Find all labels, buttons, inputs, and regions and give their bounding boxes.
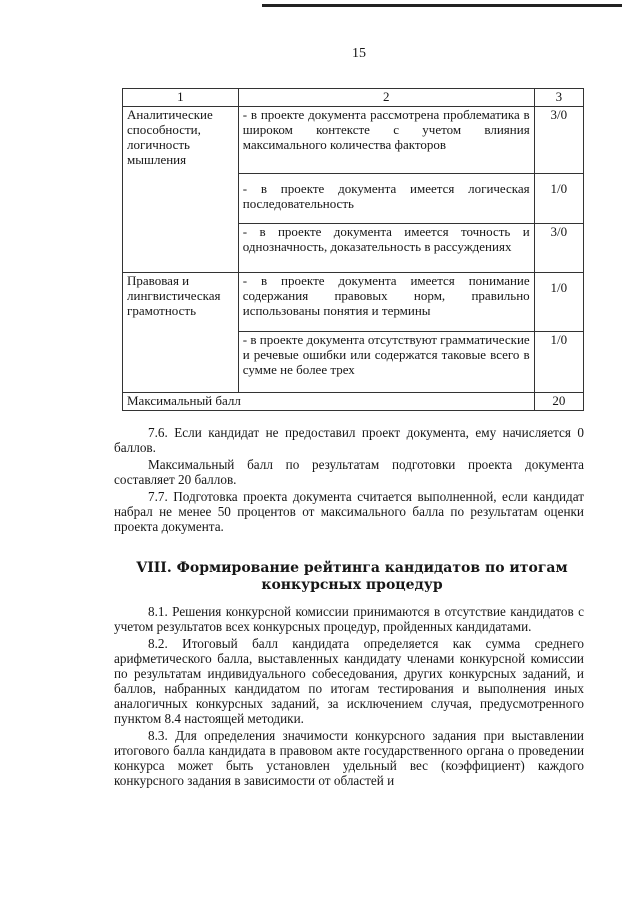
description-cell: - в проекте документа имеется точность и однозначность, доказательность в рассуждениях [238, 223, 534, 272]
table-header-row [123, 89, 584, 107]
criteria-table [122, 88, 584, 411]
description-cell: - в проекте документа имеется понимание содержания правовых норм, правильно использованы понятия и термины [238, 272, 534, 331]
paragraph: Максимальный балл по результатам подготовки проекта документа составляет 20 баллов. [114, 457, 584, 487]
paragraph: 8.1. Решения конкурсной комиссии принимаются в отсутствие кандидатов с учетом результатов всех конкурсных процедур, пройденных кандидатами. [114, 604, 584, 634]
max-score-row [123, 392, 584, 410]
max-score-value: 20 [534, 392, 583, 410]
criterion-cell: Аналитические способности, логичность мышления [123, 106, 239, 272]
column-header: 2 [238, 89, 534, 107]
paragraph: 7.6. Если кандидат не предоставил проект документа, ему начисляется 0 баллов. [114, 425, 584, 455]
description-cell: - в проекте документа отсутствуют грамматические и речевые ошибки или содержатся таковые всего в сумме не более трех [238, 331, 534, 392]
page-number: 15 [352, 46, 366, 61]
scan-edge-line [262, 4, 622, 7]
score-cell: 3/0 [534, 106, 583, 173]
paragraph: 8.3. Для определения значимости конкурсного задания при выставлении итогового балла кандидата в правовом акте государственного органа о проведении конкурса может быть установлен удельный вес (коэффициент) каждого конкурсного задания в зависимости от областей и [114, 728, 584, 788]
text-block-bottom [114, 604, 584, 788]
column-header: 1 [123, 89, 239, 107]
paragraph: 7.7. Подготовка проекта документа считается выполненной, если кандидат набрал не менее 50 процентов от максимального балла по результатам оценки проекта документа. [114, 489, 584, 534]
column-header: 3 [534, 89, 583, 107]
table-row [123, 106, 584, 173]
score-cell: 3/0 [534, 223, 583, 272]
text-block-top [114, 425, 584, 534]
paragraph: 8.2. Итоговый балл кандидата определяется как сумма среднего арифметического балла, выставленных кандидату членами конкурсной комиссии по результатам индивидуального собеседования, других конкурсных заданий, и баллов, набранных кандидатом по итогам тестирования и выполнения иных аналогичных конкурсных заданий, за исключением случая, предусмотренного пунктом 8.4 настоящей методики. [114, 636, 584, 726]
max-score-label: Максимальный балл [123, 392, 535, 410]
score-cell: 1/0 [534, 173, 583, 223]
criterion-cell: Правовая и лингвистическая грамотность [123, 272, 239, 392]
table-row [123, 272, 584, 331]
section-heading: VIII. Формирование рейтинга кандидатов по итогам конкурсных процедур [136, 560, 568, 593]
score-cell: 1/0 [534, 272, 583, 331]
score-cell: 1/0 [534, 331, 583, 392]
description-cell: - в проекте документа имеется логическая последовательность [238, 173, 534, 223]
description-cell: - в проекте документа рассмотрена проблематика в широком контексте с учетом влияния максимального количества факторов [238, 106, 534, 173]
